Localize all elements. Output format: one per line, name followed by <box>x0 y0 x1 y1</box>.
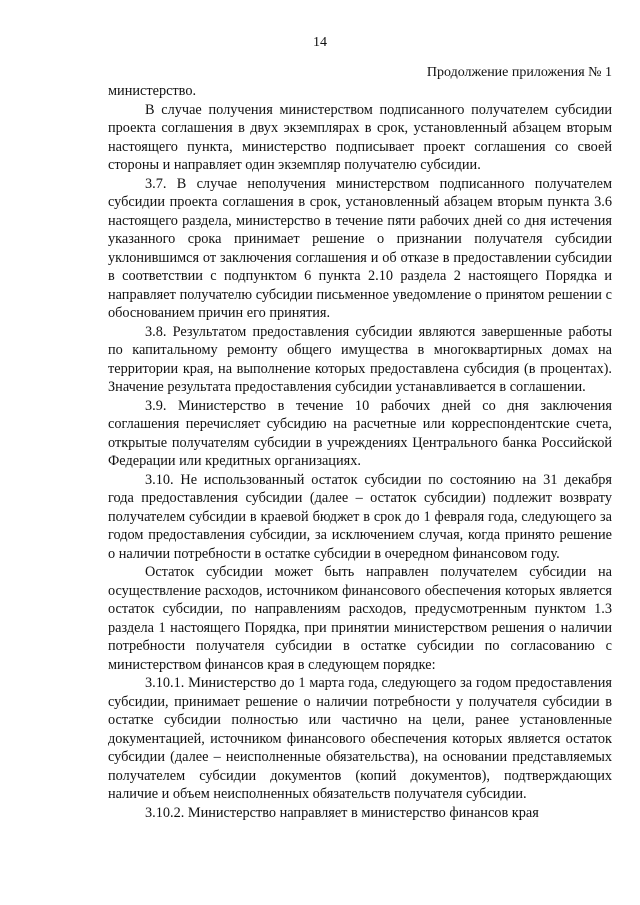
paragraph-3-10-2: 3.10.2. Министерство направляет в министерство финансов края <box>145 804 539 821</box>
paragraph-remainder-usage: Остаток субсидии может быть направлен получателем субсидии на осуществление расходов, источником финансового обеспечения которых является остаток субсидии, по направлениям расходов, предусмотренным пунктом 1.3 раздела 1 настоящего Порядка, при принятии министерством решения о наличии потребности получателя субсидии в остатке субсидии по согласованию с министерством финансов края в следующем порядке: <box>108 564 612 673</box>
paragraph-continuation: министерство. <box>108 83 197 99</box>
paragraph-3-9: 3.9. Министерство в течение 10 рабочих дней со дня заключения соглашения перечисляет субсидию на расчетные или корреспондентские счета, открытые получателям субсидии в учреждениях Центрального банка Российской Федерации или кредитных организациях. <box>108 397 612 469</box>
paragraph-signed-draft: В случае получения министерством подписанного получателем субсидии проекта соглашения в двух экземплярах в срок, установленный абзацем вторым настоящего пункта, министерство подписывает проект соглашения со своей стороны и направляет один экземпляр получателю субсидии. <box>108 101 612 173</box>
paragraph-3-7: 3.7. В случае неполучения министерством подписанного получателем субсидии проекта соглашения в срок, установленный абзацем вторым пункта 3.6 настоящего раздела, министерство в течение пяти рабочих дней со дня истечения указанного срока принимает решение о признании получателя субсидии уклонившимся от заключения соглашения и об отказе в предоставлении субсидии в соответствии с подпунктом 6 пункта 2.10 раздела 2 настоящего Порядка и направляет получателю субсидии письменное уведомление о принятом решении с обоснованием причин его принятия. <box>108 175 612 321</box>
document-body <box>108 82 612 822</box>
paragraph-3-10-1: 3.10.1. Министерство до 1 марта года, следующего за годом предоставления субсидии, принимает решение о наличии потребности у получателя субсидии в остатке субсидии полностью или частично на цели, ранее установленные документацией, источником финансового обеспечения которых является остаток субсидии (далее – неисполненные обязательства), на основании представляемых получателем субсидии документов (копий документов), подтверждающих наличие и объем неисполненных обязательств получателя субсидии. <box>108 675 612 802</box>
paragraph-3-10: 3.10. Не использованный остаток субсидии по состоянию на 31 декабря года предоставления субсидии (далее – остаток субсидии) подлежит возврату получателем субсидии в краевой бюджет в срок до 1 февраля года, следующего за годом предоставления субсидии, за исключением случая, когда принято решение о наличии потребности в остатке субсидии в очередном финансовом году. <box>108 471 612 562</box>
appendix-continuation-note: Продолжение приложения № 1 <box>426 65 612 80</box>
page-number: 14 <box>313 35 327 50</box>
paragraph-3-8: 3.8. Результатом предоставления субсидии являются завершенные работы по капитальному ремонту общего имущества в многоквартирных домах на территории края, на выполнение которых предоставлена субсидия (в процентах). Значение результата предоставления субсидии устанавливается в соглашении. <box>108 323 612 395</box>
